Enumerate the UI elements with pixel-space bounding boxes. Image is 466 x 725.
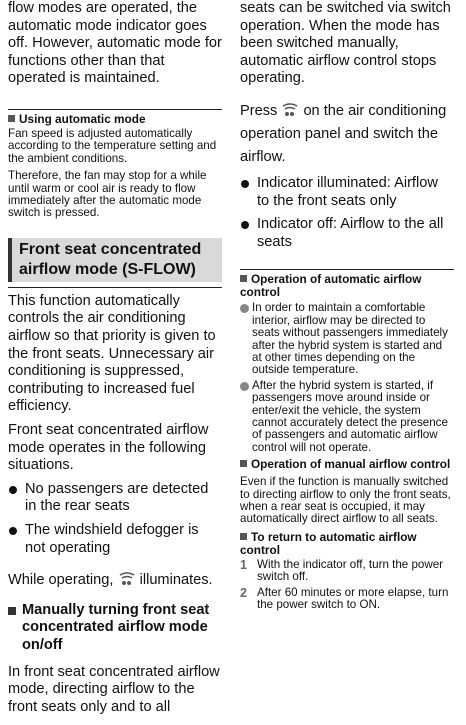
manual-heading: Manually turning front seat concentrated airflow mode on/off — [8, 602, 222, 655]
while-operating-text: While operating, illuminates. — [8, 572, 213, 589]
bullet-dot-icon — [241, 180, 249, 188]
list-item: In order to maintain a comfortable interior, airflow may be directed to seats without passengers immediately after the hybrid system is started and at other times depending on the outside temperature. — [240, 302, 454, 376]
bullet-dot-icon — [9, 527, 17, 535]
list-item: 2 After 60 minutes or more elapse, turn the power switch to ON. — [240, 585, 449, 612]
op-auto-heading: Operation of automatic airflow control — [240, 272, 422, 300]
square-bullet-icon — [240, 460, 247, 467]
sflow-paragraph-2: Front seat concentrated airflow mode operates in the following situations. — [8, 421, 209, 474]
square-bullet-icon — [240, 275, 247, 282]
square-bullet-icon — [240, 533, 247, 540]
list-item: Indicator illuminated: Airflow to the front seats only — [240, 175, 454, 210]
section-divider — [8, 109, 222, 110]
press-instruction: Press on the air conditioning operation panel and switch the airflow. — [240, 102, 447, 165]
list-item: No passengers are detected in the rear seats — [8, 481, 222, 516]
right-column — [240, 0, 454, 611]
bullet-dot-icon — [241, 221, 249, 229]
section-divider — [240, 269, 454, 270]
using-auto-heading: Using automatic mode — [8, 113, 222, 126]
return-heading: To return to automatic airflow control — [240, 529, 417, 557]
sflow-paragraph-1: This function automatically controls the air conditioning airflow so that priority is given to the front seats. Unnecessary air conditioning is suppressed, contributing to increased fuel efficiency. — [8, 292, 216, 415]
sflow-section-title: Front seat concentrated airflow mode (S-FLOW) — [8, 238, 222, 282]
op-manual-paragraph: Even if the function is manually switched to directing airflow to only the front seats, when a rear seat is occupied, it may automatically direct airflow to all seats. — [240, 475, 451, 526]
op-manual-heading: Operation of manual airflow control — [240, 458, 454, 471]
list-item: After the hybrid system is started, if passengers move around inside or enter/exit the vehicle, the system cannot accurately detect the presence of passengers and automatic airflow control will not operate. — [240, 380, 454, 454]
list-item: 1 With the indicator off, turn the power switch off. — [240, 557, 444, 584]
manual-paragraph: In front seat concentrated airflow mode, directing airflow to the front seats only and to all — [8, 663, 220, 715]
sflow-fan-icon — [281, 102, 299, 118]
left-column — [8, 0, 222, 716]
list-item: Indicator off: Airflow to the all seats — [240, 216, 454, 251]
intro-paragraph: flow modes are operated, the automatic mode indicator goes off. However, automatic mode for functions other than that operated is maintained. — [8, 0, 222, 87]
square-bullet-icon — [8, 607, 16, 615]
section-divider — [8, 287, 222, 288]
sflow-fan-icon — [118, 571, 136, 587]
bullet-dot-icon — [9, 486, 17, 494]
square-bullet-icon — [8, 115, 15, 122]
bullet-dot-icon — [240, 304, 249, 313]
continued-paragraph: seats can be switched via switch operation. When the mode has been switched manually, automatic airflow control stops operating. — [240, 0, 451, 87]
using-auto-paragraph-2: Therefore, the fan may stop for a while until warm or cool air is ready to flow immediately after the automatic mode switch is pressed. — [8, 169, 207, 220]
list-item: The windshield defogger is not operating — [8, 522, 222, 557]
using-auto-paragraph-1: Fan speed is adjusted automatically according to the temperature setting and the ambient conditions. — [8, 126, 217, 165]
bullet-dot-icon — [240, 382, 249, 391]
